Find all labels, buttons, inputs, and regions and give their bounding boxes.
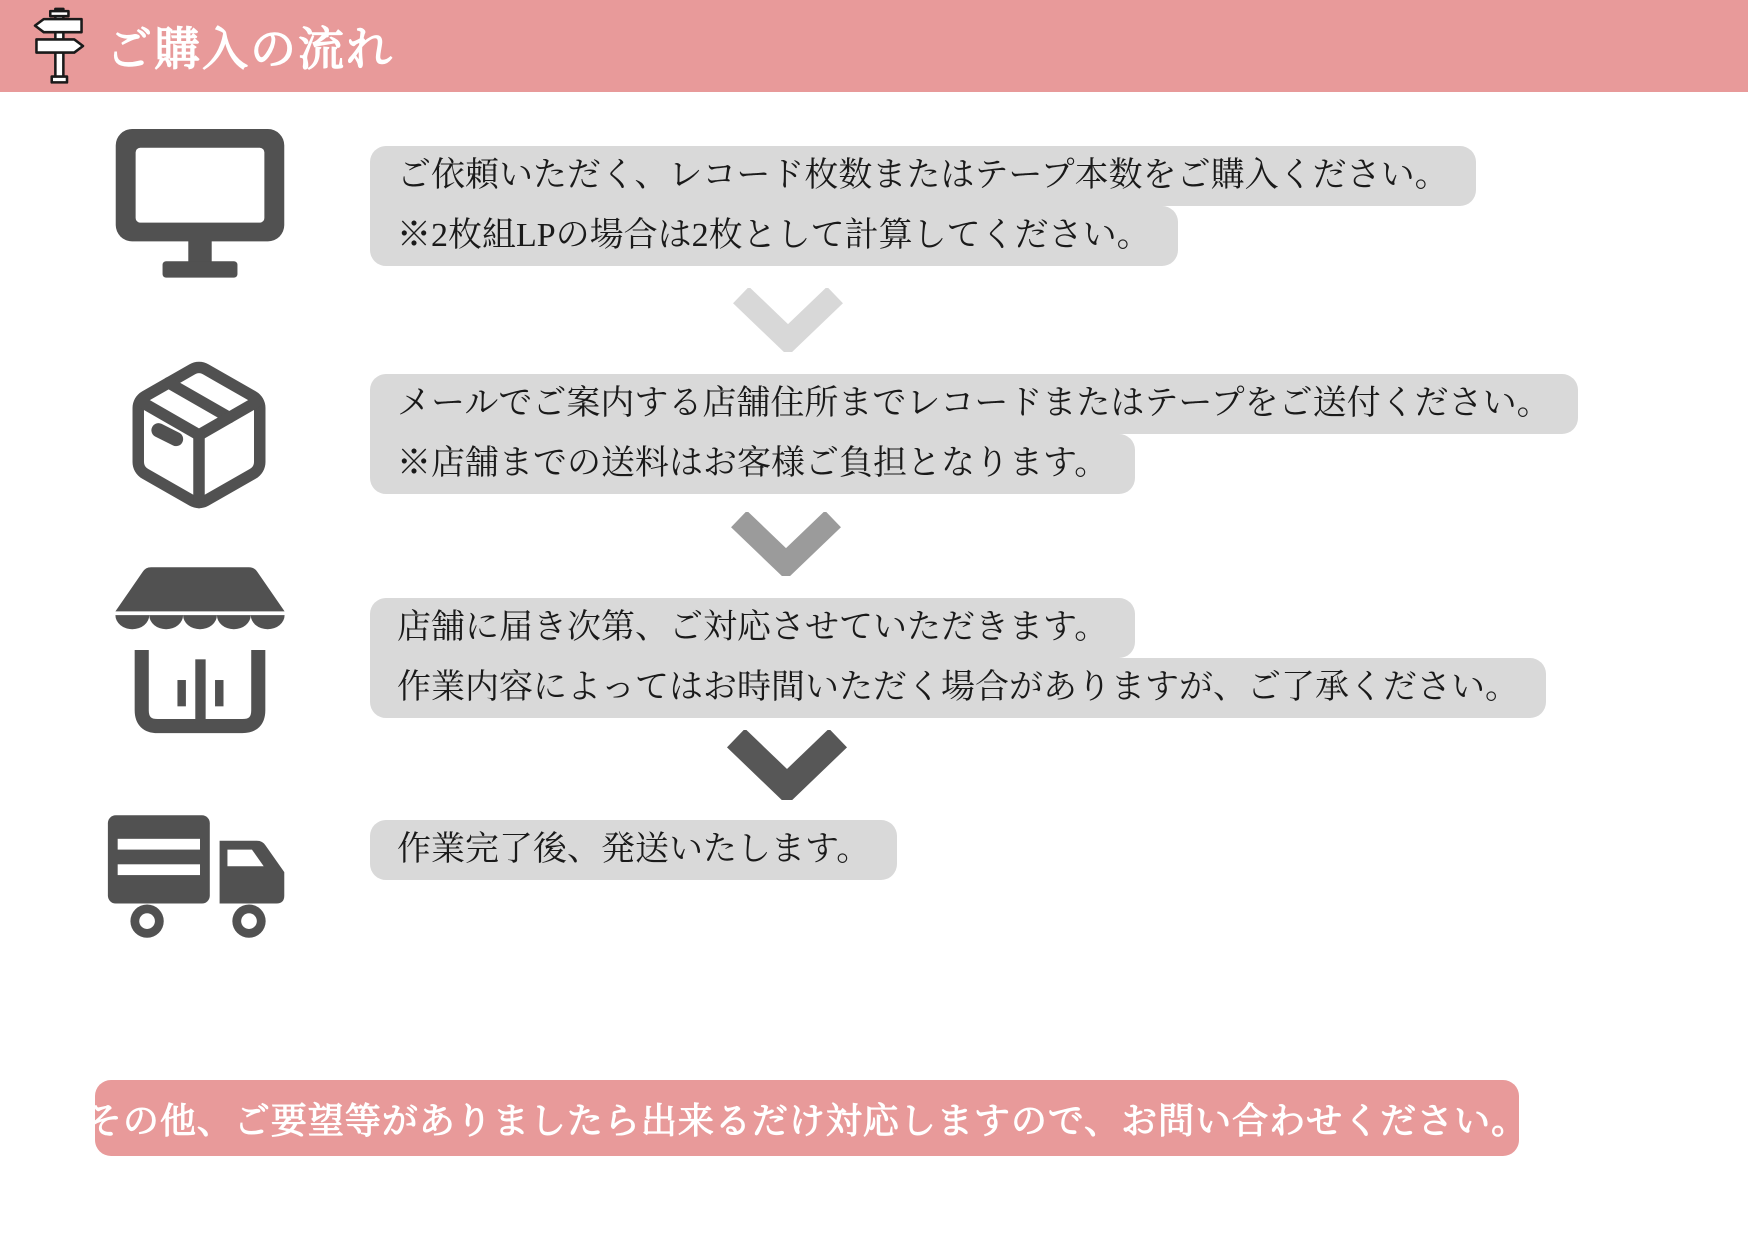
step-2-line-2: ※店舗までの送料はお客様ご負担となります。 (370, 434, 1135, 494)
step-2-bubble (370, 374, 1578, 494)
footer-banner (85, 1080, 1529, 1156)
step-4-bubble (370, 820, 897, 880)
step-1-bubble (370, 146, 1476, 266)
package-icon (104, 354, 294, 516)
truck-icon (102, 804, 298, 954)
step-1-line-1: ご依頼いただく、レコード枚数またはテープ本数をご購入ください。 (370, 146, 1476, 206)
step-3-line-2: 作業内容によってはお時間いただく場合がありますが、ご了承ください。 (370, 658, 1546, 718)
step-3-line-1: 店舗に届き次第、ご対応させていただきます。 (370, 598, 1135, 658)
footer-text: その他、ご要望等がありましたら出来るだけ対応しますので、お問い合わせください。 (85, 1099, 1529, 1141)
monitor-icon (106, 122, 294, 280)
step-4-line-1: 作業完了後、発送いたします。 (370, 820, 897, 880)
step-1-line-2: ※2枚組LPの場合は2枚として計算してください。 (370, 206, 1178, 266)
step-2-line-1: メールでご案内する店舗住所までレコードまたはテープをご送付ください。 (370, 374, 1578, 434)
header-bar (0, 0, 1748, 92)
chevron-down-icon (730, 512, 842, 576)
signpost-icon (26, 6, 92, 86)
chevron-down-icon (732, 288, 844, 352)
chevron-down-icon (726, 730, 848, 800)
page-title: ご購入の流れ (106, 23, 394, 75)
step-3-bubble (370, 598, 1546, 718)
storefront-icon (106, 558, 294, 740)
